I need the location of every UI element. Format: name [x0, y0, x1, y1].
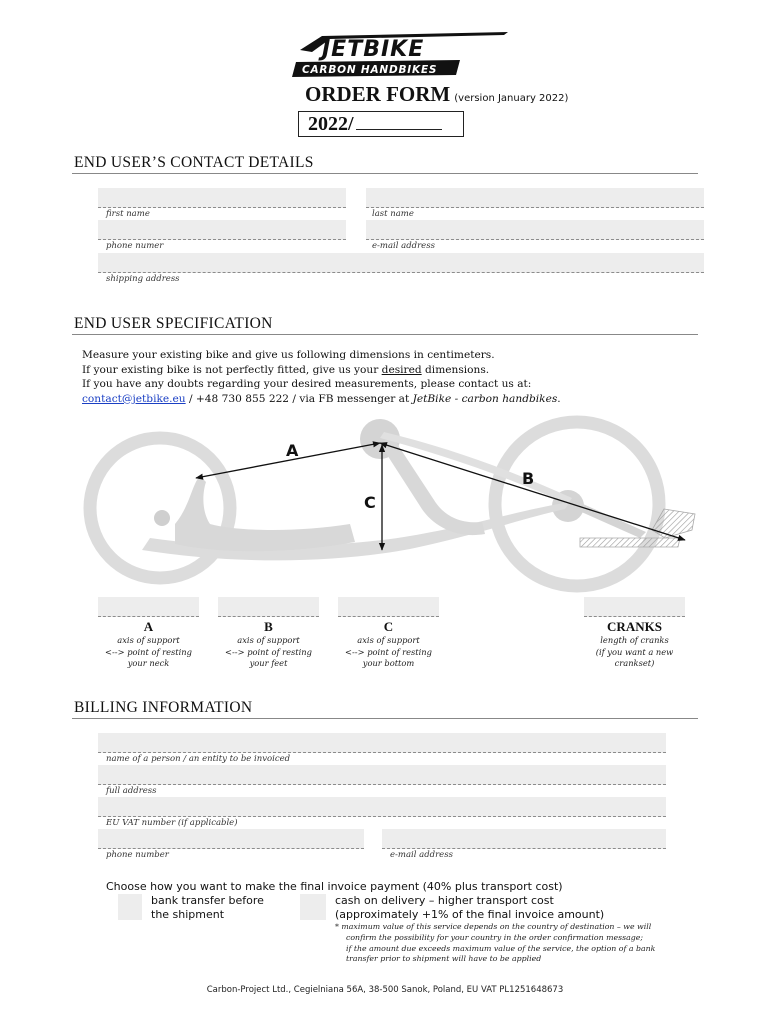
spec-instructions	[82, 348, 702, 406]
eu-vat-field[interactable]	[98, 797, 666, 817]
spec-line-3: If you have any doubts regarding your desired measurements, please contact us at:	[82, 378, 532, 391]
billing-phone-label: phone number	[106, 850, 169, 860]
company-footer: Carbon-Project Ltd., Cegielniana 56A, 38-500 Sanok, Poland, EU VAT PL1251648673	[206, 985, 564, 995]
brand-name: JetBike - carbon handbikes	[412, 392, 558, 405]
full-address-label: full address	[106, 786, 157, 796]
version-text: (version January 2022)	[454, 93, 569, 104]
measure-cranks-desc-1: length of cranks	[600, 635, 669, 645]
billing-email-label: e-mail address	[390, 850, 453, 860]
invoice-name-field[interactable]	[98, 733, 666, 753]
measure-cranks-field[interactable]	[584, 597, 685, 617]
spec-line-1: Measure your existing bike and give us following dimensions in centimeters.	[82, 349, 495, 361]
measure-c-letter: C	[383, 619, 394, 634]
footnote-line-3: if the amount due exceeds maximum value of the service, the option of a bank	[346, 943, 656, 953]
contact-section-rule	[72, 173, 698, 174]
footnote-line-1: * maximum value of this service depends on the country of destination – we will	[335, 922, 652, 931]
measure-a-field[interactable]	[98, 597, 199, 617]
bike-silhouette	[90, 419, 695, 586]
diagram-label-c: C	[364, 493, 376, 512]
phone-label: phone numer	[106, 241, 164, 251]
email-label: e-mail address	[372, 241, 435, 251]
cash-on-delivery-label-2: (approximately +1% of the final invoice amount)	[335, 908, 605, 921]
spec-line-4	[82, 392, 702, 407]
last-name-label: last name	[372, 209, 414, 219]
payment-footnote	[335, 922, 695, 965]
last-name-field[interactable]	[366, 188, 704, 208]
measure-c-field[interactable]	[338, 597, 439, 617]
cash-on-delivery-checkbox[interactable]	[300, 894, 326, 920]
measure-a-desc-2: <--> point of resting	[105, 646, 192, 657]
footnote-line-2: confirm the possibility for your country in the order confirmation message;	[346, 932, 643, 942]
measure-c-desc-2: <--> point of resting	[345, 646, 432, 657]
spec-line-2-pre: If your existing bike is not perfectly fitted, give us your	[82, 363, 382, 376]
spec-line-2-underlined: desired	[381, 363, 422, 376]
payment-question: Choose how you want to make the final invoice payment (40% plus transport cost)	[106, 880, 563, 893]
first-name-label: first name	[106, 209, 150, 219]
measure-cranks-caption	[578, 619, 691, 670]
billing-section-title: BILLING INFORMATION	[74, 699, 253, 716]
measure-cranks-letter: CRANKS	[607, 619, 662, 634]
measure-cranks-desc-2: (if you want a new	[595, 646, 674, 657]
invoice-name-label: name of a person / an entity to be invoiced	[106, 754, 291, 764]
email-field[interactable]	[366, 220, 704, 240]
measure-b-field[interactable]	[218, 597, 319, 617]
measure-b-desc-2: <--> point of resting	[225, 646, 312, 657]
first-name-field[interactable]	[98, 188, 346, 208]
measure-c-desc-1: axis of support	[357, 635, 420, 645]
measure-b-desc-3: your feet	[249, 658, 288, 668]
shipping-address-label: shipping address	[106, 274, 180, 284]
logo-text-top: JETBIKE	[322, 37, 425, 62]
order-number-box[interactable]	[298, 111, 464, 137]
bank-transfer-label-1: bank transfer before	[151, 894, 264, 907]
form-title	[305, 82, 568, 107]
measure-a-desc-1: axis of support	[117, 635, 180, 645]
contact-section-title: END USER’S CONTACT DETAILS	[74, 154, 314, 171]
bike-diagram	[80, 414, 705, 600]
cash-on-delivery-label-1: cash on delivery – higher transport cost	[335, 894, 554, 907]
full-address-field[interactable]	[98, 765, 666, 785]
billing-section-rule	[72, 718, 698, 719]
eu-vat-label: EU VAT number (if applicable)	[106, 818, 238, 828]
measure-b-desc-1: axis of support	[237, 635, 300, 645]
measure-b-letter: B	[264, 619, 273, 634]
footnote-line-4: transfer prior to shipment will have to be applied	[346, 954, 542, 964]
bank-transfer-checkbox[interactable]	[118, 894, 142, 920]
diagram-label-b: B	[522, 469, 535, 488]
bank-transfer-label-2: the shipment	[151, 908, 225, 921]
measure-b-caption	[218, 619, 319, 670]
billing-phone-field[interactable]	[98, 829, 364, 849]
spec-line-4-end: .	[557, 392, 561, 405]
spec-line-2	[82, 363, 702, 378]
order-year: 2022/	[308, 113, 354, 135]
diagram-label-a: A	[286, 441, 299, 460]
jetbike-logo	[290, 28, 520, 80]
spec-line-2-post: dimensions.	[421, 363, 490, 376]
measure-a-caption	[98, 619, 199, 670]
title-text: ORDER FORM	[305, 82, 451, 106]
measure-a-desc-3: your neck	[127, 658, 170, 668]
measure-a-letter: A	[143, 619, 154, 634]
spec-section-title: END USER SPECIFICATION	[74, 315, 273, 332]
logo-text-bottom: CARBON HANDBIKES	[302, 64, 438, 76]
spec-section-rule	[72, 334, 698, 335]
measure-cranks-desc-3: crankset)	[614, 658, 655, 668]
shipping-address-field[interactable]	[98, 253, 704, 273]
measure-c-caption	[338, 619, 439, 670]
billing-email-field[interactable]	[382, 829, 666, 849]
contact-email-link[interactable]: contact@jetbike.eu	[82, 392, 186, 405]
phone-field[interactable]	[98, 220, 346, 240]
order-number-blank[interactable]	[356, 113, 442, 130]
contact-phone-text: / +48 730 855 222 / via FB messenger at	[185, 392, 413, 405]
measure-c-desc-3: your bottom	[362, 658, 415, 668]
